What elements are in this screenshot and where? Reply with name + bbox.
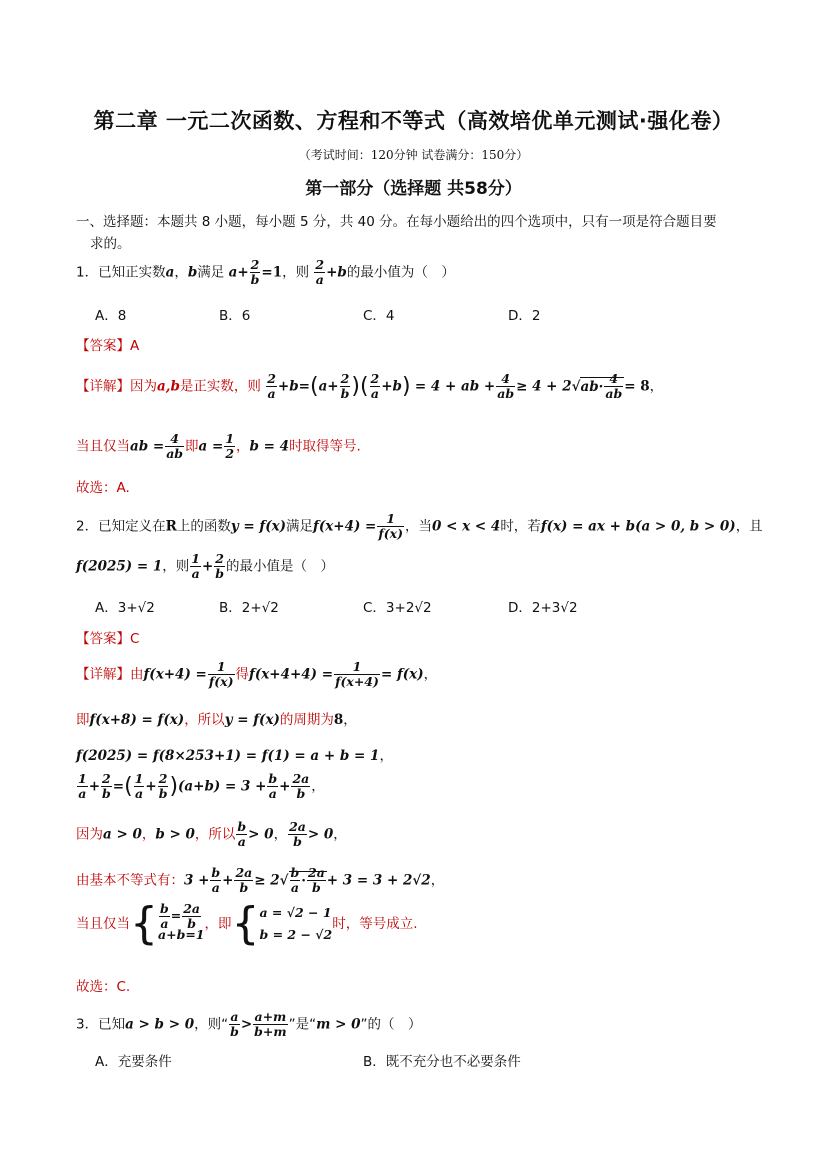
q2-detail-6: 由基本不等式有：3 + $\frac{b}{a}$ + $\frac{2a}{b}$ ≥ 2√ $\frac{b}{a}$ · $\frac{2a}{b}$ + 3 = 3 + 2√2， [76,865,445,895]
q2-option-c: C．3+2√2 [363,600,432,616]
question-2-line-2: f(2025) = 1，则 $\frac{1}{a}$ + $\frac{2}{b}$ 的最小值是（ ） [76,551,335,581]
q2-detail-3: f(2025) = f(8×253+1) = f(1) = a + b = 1， [76,748,393,764]
question-1: 1．已知正实数a，b满足 a+ $\frac{2}{b}$ =1，则 $\frac{2}{a}$ +b的最小值为（ ） [76,257,455,287]
page-title: 第二章 一元二次函数、方程和不等式（高效培优单元测试·强化卷） [93,109,734,133]
q1-option-c: C．4 [363,308,395,324]
question-3: 3．已知a > b > 0，则“ $\frac{a}{b}$ > $\frac{a+m}{b+m}$ ”是“m > 0”的（ ） [76,1009,422,1039]
q2-option-b: B．2+√2 [219,600,279,616]
q1-choice: 故选：A. [76,480,130,496]
instructions-line-1: 一、选择题：本题共 8 小题，每小题 5 分，共 40 分。在每小题给出的四个选项中，只有一项是符合题目要 [76,214,717,230]
q1-option-b: B．6 [219,308,251,324]
q2-answer: 【答案】C [76,631,140,647]
q1-answer: 【答案】A [76,338,140,354]
q2-choice: 故选：C. [76,979,131,995]
q3-option-b: B．既不充分也不必要条件 [363,1054,521,1070]
q2-option-d: D．2+3√2 [508,600,578,616]
q2-option-a: A．3+√2 [95,600,155,616]
q2-detail-7: 当且仅当{ $\frac{b}{a}$ = $\frac{2a}{b}$ a+b=1 ，即{ a = √2 − 1 b = 2 − √2 时，等号成立. [76,898,418,949]
q2-detail-5: 因为a > 0，b > 0，所以 $\frac{b}{a}$ > 0， $\frac{2a}{b}$ > 0， [76,819,347,849]
q2-detail-4: $\frac{1}{a}$ + $\frac{2}{b}$ =( $\frac{1}{a}$ + $\frac{2}{b}$ )(a+b) = 3 + $\frac{b}{a}$ + $\frac{2a}{b}$ ， [78,771,325,801]
q3-option-a: A．充要条件 [95,1054,172,1070]
exam-info: （考试时间：120分钟 试卷满分：150分） [298,148,529,162]
section-heading: 第一部分（选择题 共58分） [305,179,522,199]
q2-detail-2: 即f(x+8) = f(x)，所以y = f(x)的周期为8， [76,712,357,728]
q1-option-a: A．8 [95,308,127,324]
q1-detail: 【详解】因为a,b是正实数，则 $\frac{2}{a}$ +b=(a+ $\frac{2}{b}$ )( $\frac{2}{a}$ +b) = 4 + ab + $\frac{4}{ab}$ ≥ 4 + 2√ab· $\frac{4}{ab}$ = 8， [76,371,664,401]
instructions-line-2: 求的。 [90,236,131,252]
q2-detail-1: 【详解】由f(x+4) = $\frac{1}{f(x)}$ 得f(x+4+4) = $\frac{1}{f(x+4)}$ = f(x)， [76,659,438,689]
q1-option-d: D．2 [508,308,541,324]
q1-equality-condition: 当且仅当ab = $\frac{4}{ab}$ 即a = $\frac{1}{2}$ ，b = 4时取得等号. [76,431,361,461]
question-2-line-1: 2．已知定义在R上的函数y = f(x)满足f(x+4) = $\frac{1}{f(x)}$ ，当0 < x < 4时，若f(x) = ax + b(a > 0, b > 0)，且 [76,511,763,541]
